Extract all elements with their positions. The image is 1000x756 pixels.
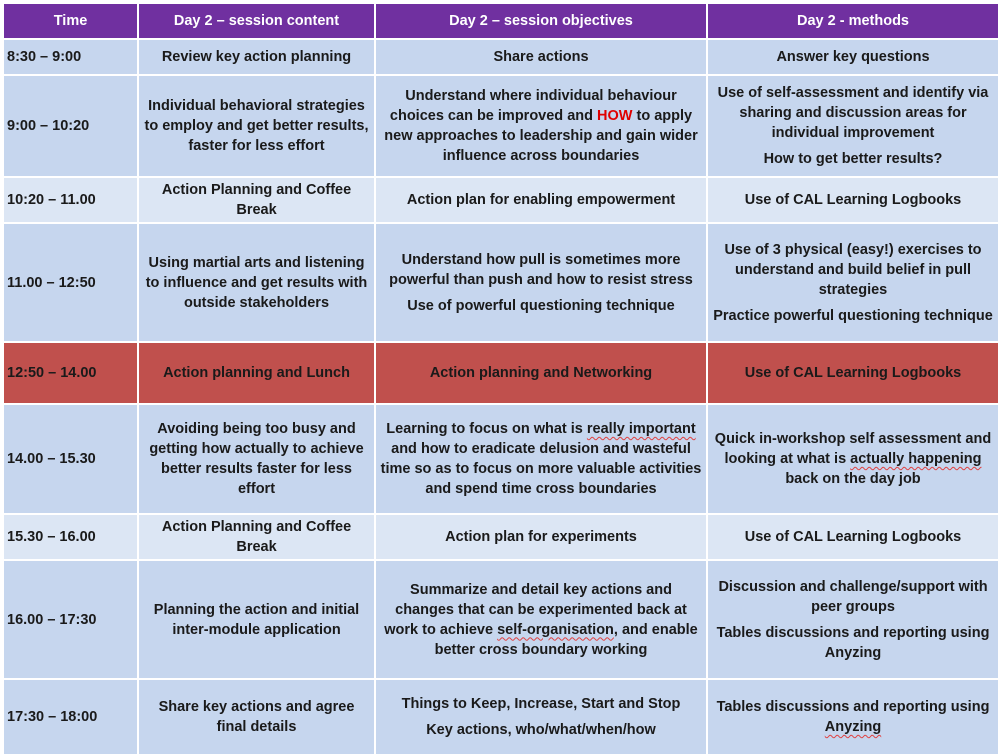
objectives-cell [375, 404, 707, 514]
content-cell: Action Planning and Coffee Break [138, 177, 375, 223]
methods-cell: Use of CAL Learning Logbooks [707, 177, 999, 223]
underlined-text: self-organisation [497, 621, 614, 638]
content-cell: Action planning and Lunch [138, 342, 375, 404]
header-time: Time [3, 3, 138, 39]
time-cell: 16.00 – 17:30 [3, 560, 138, 679]
table-row-lunch [3, 342, 999, 404]
content-cell: Using martial arts and listening to influence and get results with outside stakeholders [138, 223, 375, 342]
objectives-text: Learning to focus on what is [386, 421, 583, 437]
content-cell: Review key action planning [138, 39, 375, 75]
objectives-text: to apply new approaches to leadership and gain wider influence across boundaries [384, 108, 698, 164]
methods-line: How to get better results? [763, 151, 943, 167]
objectives-text: , and enable better cross boundary working [434, 621, 698, 658]
header-content: Day 2 – session content [138, 3, 375, 39]
time-cell: 17:30 – 18:00 [3, 679, 138, 755]
content-cell: Individual behavioral strategies to employ and get better results, faster for less effort [138, 75, 375, 177]
methods-line: Practice powerful questioning technique [713, 307, 993, 324]
methods-cell [707, 223, 999, 342]
content-cell: Share key actions and agree final details [138, 679, 375, 755]
methods-line: Tables discussions and reporting using Anyzing [716, 624, 990, 661]
time-cell: 14.00 – 15.30 [3, 404, 138, 514]
methods-cell [707, 560, 999, 679]
time-cell: 12:50 – 14.00 [3, 342, 138, 404]
objectives-line: Key actions, who/what/when/how [426, 722, 656, 738]
underlined-text: Anyzing [824, 719, 882, 735]
table-row [3, 560, 999, 679]
schedule-table [2, 2, 1000, 756]
methods-line: Use of self-assessment and identify via sharing and discussion areas for individual improvement [717, 85, 989, 141]
content-cell: Planning the action and initial inter-module application [138, 560, 375, 679]
highlight-text: HOW [597, 108, 633, 124]
time-cell: 9:00 – 10:20 [3, 75, 138, 177]
content-cell: Action Planning and Coffee Break [138, 514, 375, 560]
methods-cell: Answer key questions [707, 39, 999, 75]
methods-cell [707, 75, 999, 177]
objectives-cell [375, 223, 707, 342]
header-methods: Day 2 - methods [707, 3, 999, 39]
objectives-cell: Action plan for experiments [375, 514, 707, 560]
methods-cell: Use of CAL Learning Logbooks [707, 514, 999, 560]
objectives-cell: Action planning and Networking [375, 342, 707, 404]
objectives-line: Things to Keep, Increase, Start and Stop [401, 696, 681, 712]
methods-line: Discussion and challenge/support with peer groups [718, 578, 988, 615]
objectives-line: Use of powerful questioning technique [407, 297, 675, 314]
methods-cell [707, 679, 999, 755]
methods-text: Quick in-workshop self assessment and looking at what is [714, 431, 992, 467]
methods-line: Use of 3 physical (easy!) exercises to understand and build belief in pull strategies [724, 241, 982, 298]
table-row [3, 514, 999, 560]
objectives-text: Summarize and detail key actions and changes that can be experimented back at work to achieve [384, 581, 687, 638]
objectives-line: Understand how pull is sometimes more powerful than push and how to resist stress [389, 251, 693, 288]
table-row [3, 39, 999, 75]
underlined-text: really important [586, 421, 696, 437]
table-row [3, 177, 999, 223]
objectives-cell [375, 679, 707, 755]
objectives-cell [375, 560, 707, 679]
objectives-cell: Action plan for enabling empowerment [375, 177, 707, 223]
objectives-text: and how to eradicate delusion and wasteful time so as to focus on more valuable activities and spend time cross boundaries [380, 441, 702, 497]
time-cell: 10:20 – 11.00 [3, 177, 138, 223]
methods-cell [707, 404, 999, 514]
time-cell: 15.30 – 16.00 [3, 514, 138, 560]
objectives-cell: Share actions [375, 39, 707, 75]
time-cell: 11.00 – 12:50 [3, 223, 138, 342]
objectives-text: Understand where individual behaviour choices can be improved and [389, 88, 677, 124]
table-row [3, 75, 999, 177]
methods-text: Tables discussions and reporting using [716, 699, 990, 715]
table-row [3, 679, 999, 755]
methods-cell: Use of CAL Learning Logbooks [707, 342, 999, 404]
content-cell: Avoiding being too busy and getting how actually to achieve better results faster for less effort [138, 404, 375, 514]
time-cell: 8:30 – 9:00 [3, 39, 138, 75]
objectives-cell [375, 75, 707, 177]
underlined-text: actually happening [850, 451, 982, 467]
table-row [3, 404, 999, 514]
header-row [3, 3, 999, 39]
header-objectives: Day 2 – session objectives [375, 3, 707, 39]
methods-text: back on the day job [785, 471, 921, 487]
table-row [3, 223, 999, 342]
